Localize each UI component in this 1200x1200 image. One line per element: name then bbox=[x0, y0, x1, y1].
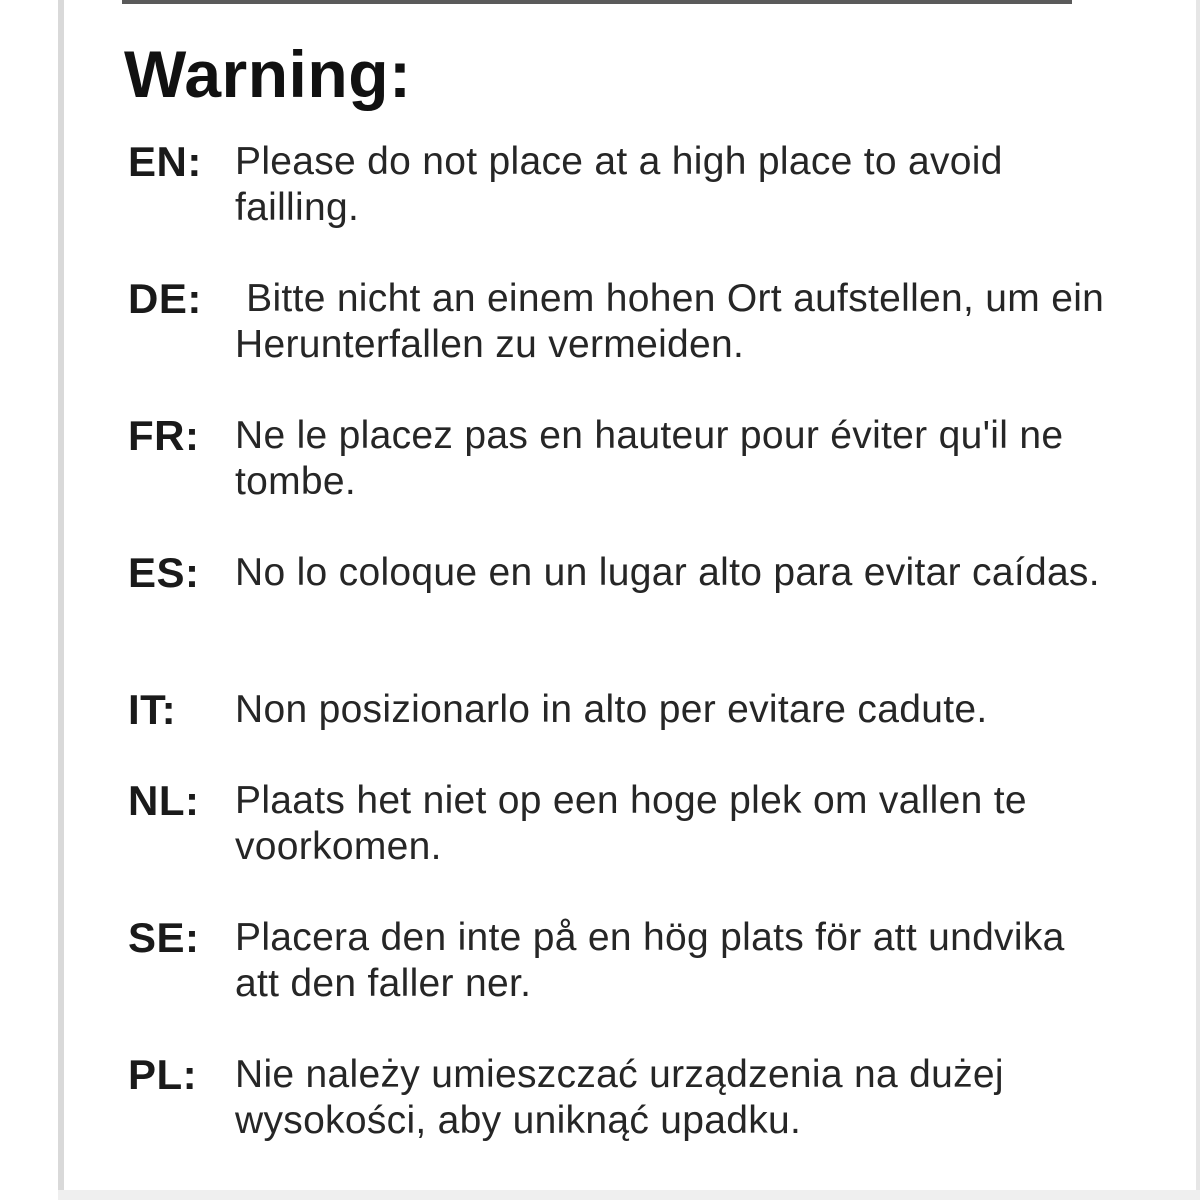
language-code: EN: bbox=[128, 138, 202, 185]
language-code: ES: bbox=[128, 549, 200, 596]
warning-title: Warning: bbox=[124, 37, 412, 111]
bottom-border bbox=[58, 1190, 1200, 1200]
warning-text: Placera den inte på en hög plats för att undvika att den faller ner. bbox=[235, 916, 1065, 1005]
language-code: IT: bbox=[128, 686, 177, 733]
language-code: DE: bbox=[128, 275, 202, 322]
language-code: NL: bbox=[128, 777, 200, 824]
language-code: PL: bbox=[128, 1051, 198, 1098]
warning-text: Please do not place at a high place to avoid failling. bbox=[235, 140, 1003, 229]
warning-text: Non posizionarlo in alto per evitare cadute. bbox=[235, 688, 988, 731]
warning-text: Ne le placez pas en hauteur pour éviter qu'il ne tombe. bbox=[235, 414, 1064, 503]
warning-text: No lo coloque en un lugar alto para evitar caídas. bbox=[235, 551, 1100, 594]
language-code: FR: bbox=[128, 412, 200, 459]
warning-text: Plaats het niet op een hoge plek om vallen te voorkomen. bbox=[235, 779, 1027, 868]
warning-text: Bitte nicht an einem hohen Ort aufstellen, um ein Herunterfallen zu vermeiden. bbox=[235, 277, 1116, 366]
warning-text: Nie należy umieszczać urządzenia na dużej wysokości, aby uniknąć upadku. bbox=[235, 1053, 1004, 1142]
language-code: SE: bbox=[128, 914, 200, 961]
